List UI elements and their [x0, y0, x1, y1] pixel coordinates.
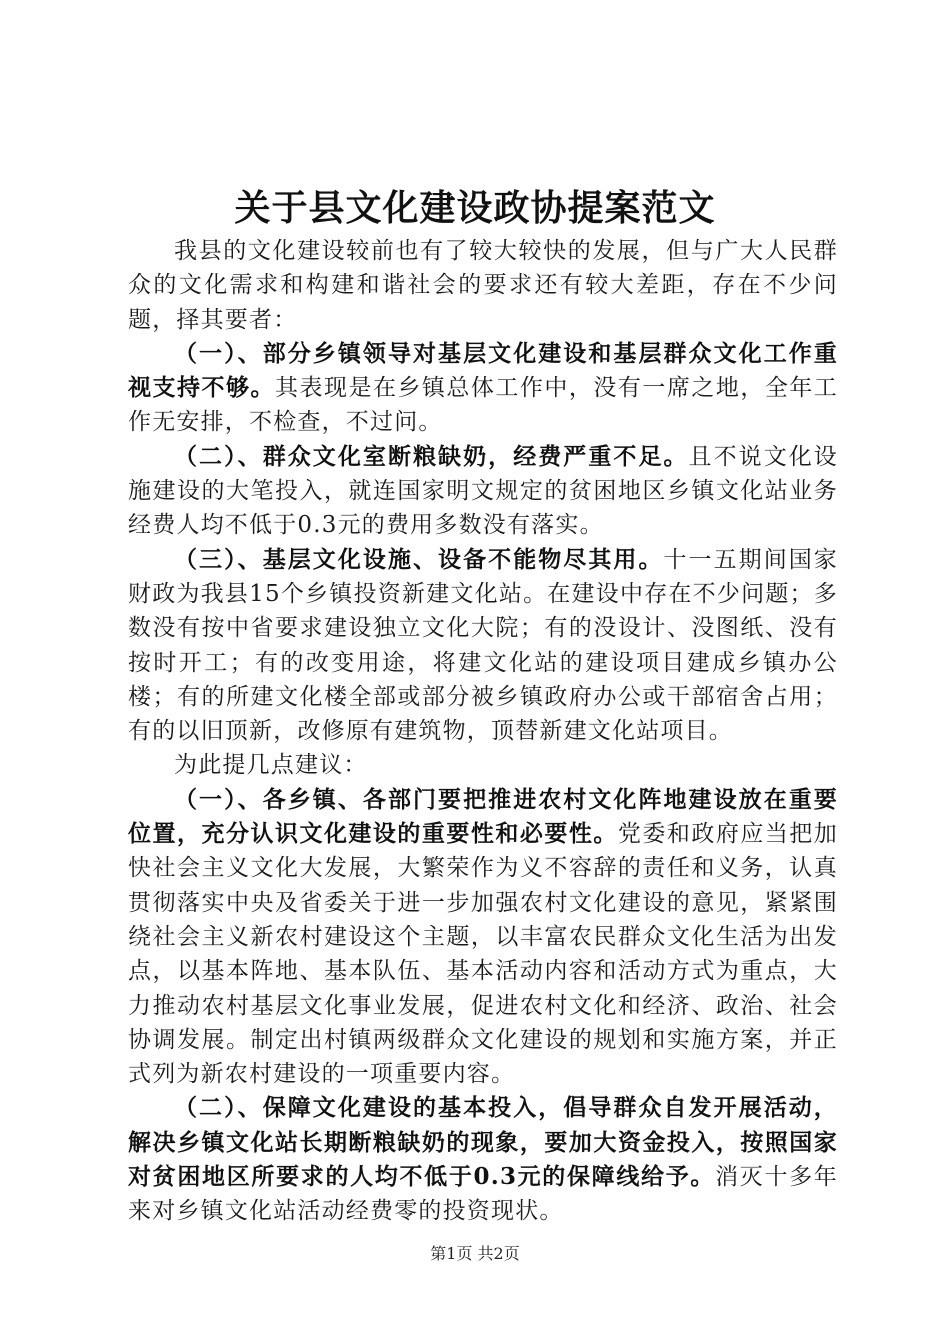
paragraph-text: 为此提几点建议： [174, 752, 368, 779]
paragraph-text: 且不说文化设施建设的大笔投入，就连国家明文规定的贫困地区乡镇文化站业务经费人均不低于0.3元的费用多数没有落实。 [128, 443, 838, 539]
paragraph-text: 党委和政府应当把加快社会主义文化大发展，大繁荣作为义不容辞的责任和义务，认真贯彻落实中央及省委关于进一步加强农村文化建设的意见，紧紧围绕社会主义新农村建设这个主题，以丰富农民群众文化生活为出发点，以基本阵地、基本队伍、基本活动内容和活动方式为重点，大力推动农村基层文化事业发展，促进农村文化和经济、政治、社会协调发展。制定出村镇两级群众文化建设的规划和实施方案，并正式列为新农村建设的一项重要内容。 [128, 821, 838, 1088]
document-body [128, 234, 838, 1229]
paragraph-suggestion-2 [128, 1091, 838, 1228]
paragraph-heading: （二）、群众文化室断粮缺奶，经费严重不足。 [174, 442, 689, 470]
paragraph-heading: （二）、保障文化建设的基本投入，倡导群众自发开展活动，解决乡镇文化站长期断粮缺奶的现象，要加大资金投入，按照国家对贫困地区所要求的人均不低于0.3元的保障线给予。 [128, 1094, 838, 1191]
paragraph-text: 我县的文化建设较前也有了较大较快的发展，但与广大人民群众的文化需求和构建和谐社会的要求还有较大差距，存在不少问题，择其要者： [128, 238, 838, 333]
paragraph-problem-2 [128, 440, 838, 543]
paragraph-problem-1 [128, 337, 838, 440]
paragraph-intro [128, 234, 838, 337]
paragraph-text: 其表现是在乡镇总体工作中，没有一席之地，全年工作无安排，不检查，不过问。 [128, 375, 839, 436]
page-number-footer: 第1页 共2页 [430, 1244, 520, 1263]
paragraph-text: 消灭十多年来对乡镇文化站活动经费零的投资现状。 [128, 1164, 839, 1225]
paragraph-heading: （一）、部分乡镇领导对基层文化建设和基层群众文化工作重视支持不够。 [128, 339, 838, 402]
paragraph-problem-3 [128, 543, 838, 749]
paragraph-suggestion-1 [128, 783, 838, 1092]
paragraph-suggestion-intro [128, 748, 838, 782]
paragraph-heading: （一）、各乡镇、各部门要把推进农村文化阵地建设放在重要位置，充分认识文化建设的重要性和必要性。 [128, 785, 838, 848]
paragraph-text: 十一五期间国家财政为我县15个乡镇投资新建文化站。在建设中存在不少问题；多数没有按中省要求建设独立文化大院；有的没设计、没图纸、没有按时开工；有的改变用途，将建文化站的建设项目建成乡镇办公楼；有的所建文化楼全部或部分被乡镇政府办公或干部宿舍占用；有的以旧顶新，改修原有建筑物，顶替新建文化站项目。 [128, 546, 838, 745]
paragraph-heading: （三）、基层文化设施、设备不能物尽其用。 [174, 545, 664, 573]
document-title: 关于县文化建设政协提案范文 [234, 187, 716, 229]
